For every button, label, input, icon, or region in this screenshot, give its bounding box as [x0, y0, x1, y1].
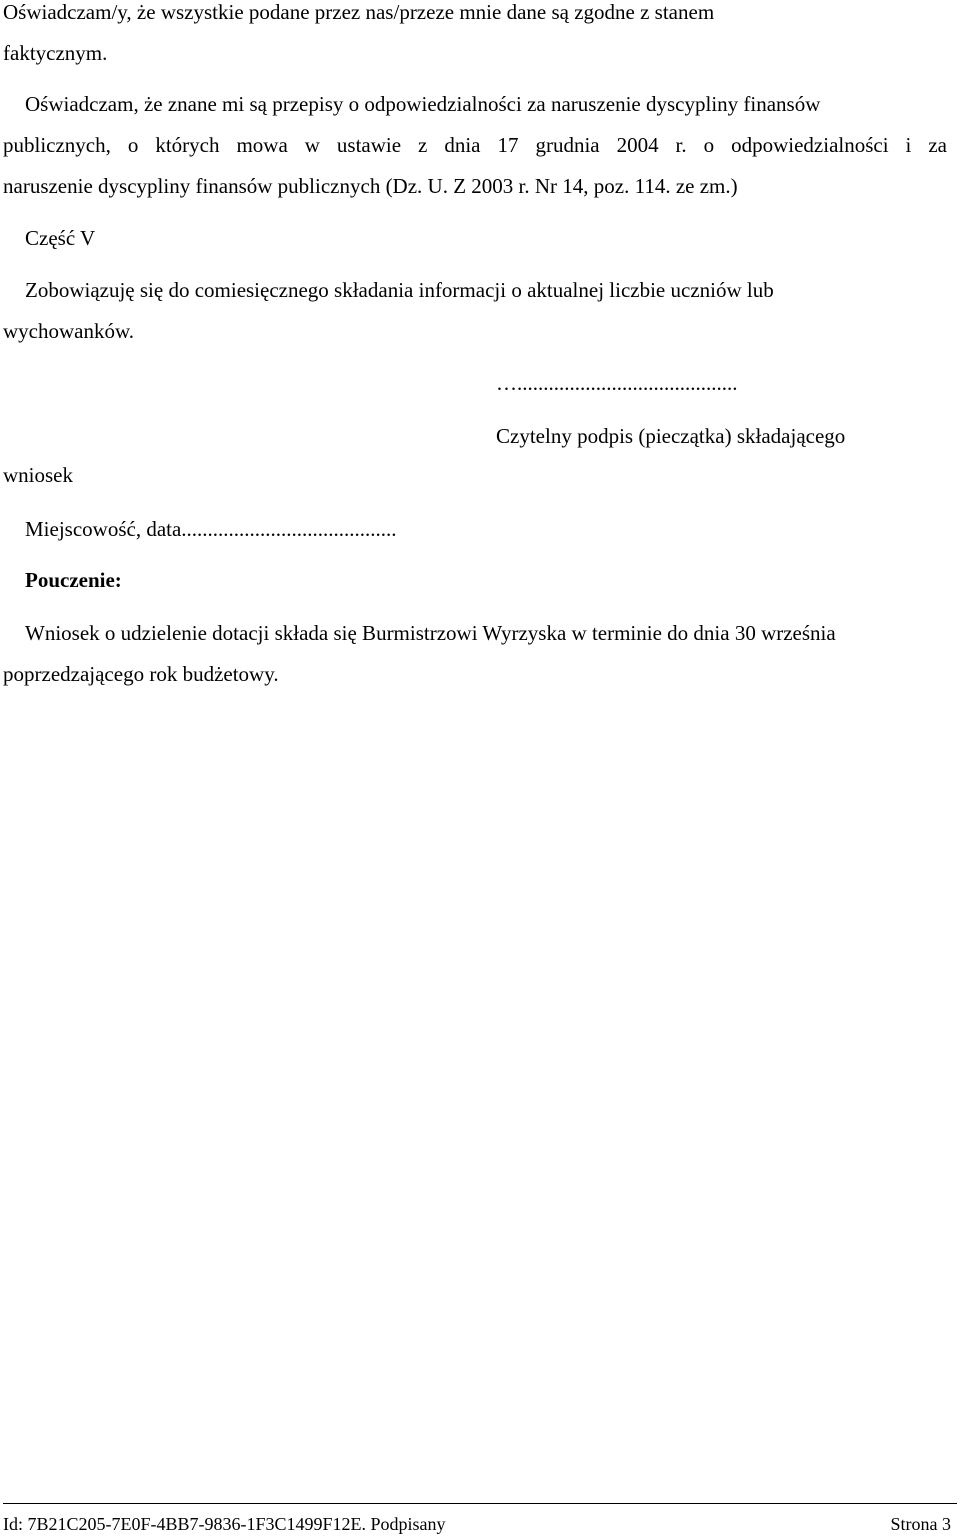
- footer-rule: [3, 1503, 957, 1504]
- part-v-heading: Część V: [25, 226, 96, 250]
- declaration-data-line-2: faktycznym.: [3, 41, 108, 65]
- instruction-line-1: Wniosek o udzielenie dotacji składa się Burmistrzowi Wyrzyska w terminie do dnia 30 września: [25, 621, 836, 645]
- declaration-data-line-1: Oświadczam/y, że wszystkie podane przez nas/przeze mnie dane są zgodne z stanem: [3, 0, 715, 24]
- signature-label: Czytelny podpis (pieczątka) składającego: [496, 424, 846, 448]
- place-date-field: Miejscowość, data.........................................: [25, 517, 397, 541]
- declaration-liability-line-3: naruszenie dyscypliny finansów publicznych (Dz. U. Z 2003 r. Nr 14, poz. 114. ze zm.): [3, 174, 738, 198]
- footer-document-id: Id: 7B21C205-7E0F-4BB7-9836-1F3C1499F12E. Podpisany: [3, 1514, 446, 1534]
- declaration-liability-line-2: publicznych, o których mowa w ustawie z dnia 17 grudnia 2004 r. o odpowiedzialności i za: [3, 133, 947, 157]
- signature-dotted-line: …..........................................: [496, 371, 738, 395]
- part-v-commitment-line-2: wychowanków.: [3, 319, 135, 343]
- part-v-commitment-line-1: Zobowiązuję się do comiesięcznego składania informacji o aktualnej liczbie uczniów lub: [25, 278, 774, 302]
- instruction-line-2: poprzedzającego rok budżetowy.: [3, 662, 279, 686]
- instruction-heading: Pouczenie:: [25, 568, 122, 592]
- declaration-liability-line-1: Oświadczam, że znane mi są przepisy o odpowiedzialności za naruszenie dyscypliny finansów: [25, 92, 821, 116]
- footer-page-number: Strona 3: [890, 1514, 951, 1534]
- wniosek-word: wniosek: [3, 463, 73, 487]
